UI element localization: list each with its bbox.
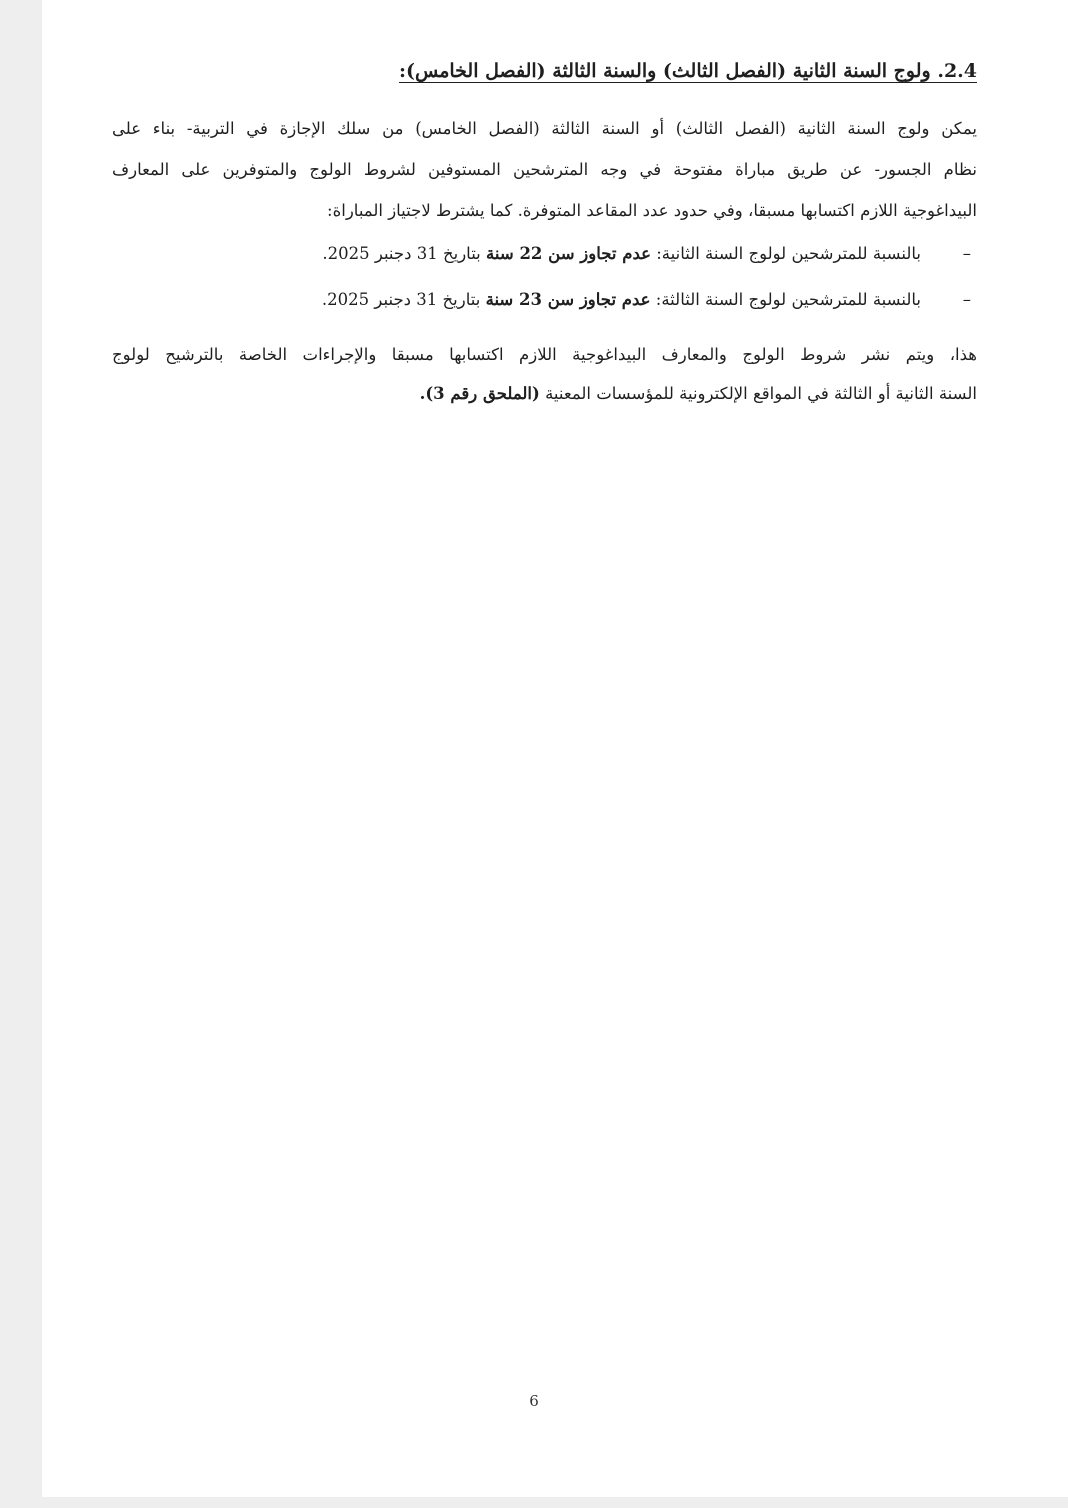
condition-prefix: بالنسبة للمترشحين لولوج السنة الثانية:	[650, 244, 921, 263]
document-content	[112, 52, 977, 413]
intro-line-1: يمكن ولوج السنة الثانية (الفصل الثالث) أو السنة الثالثة (الفصل الخامس) من سلك الإجازة في التربية- بناء على	[112, 119, 977, 138]
condition-age-limit: عدم تجاوز سن 22 سنة	[486, 244, 651, 263]
dash-bullet-icon: –	[962, 290, 971, 309]
condition-suffix: بتاريخ 31 دجنبر 2025.	[322, 244, 487, 263]
annex-reference: (الملحق رقم 3).	[419, 384, 540, 403]
intro-line-2: نظام الجسور- عن طريق مباراة مفتوحة في وجه المترشحين المستوفين لشروط الولوج والمتوفرين على المعارف	[112, 160, 977, 179]
condition-item-second-year	[112, 231, 977, 277]
condition-suffix: بتاريخ 31 دجنبر 2025.	[321, 290, 486, 309]
closing-line-1: هذا، ويتم نشر شروط الولوج والمعارف البيداغوجية اللازم اكتسابها مسبقا والإجراءات الخاصة بالترشيح لولوج	[112, 345, 977, 364]
condition-prefix: بالنسبة للمترشحين لولوج السنة الثالثة:	[650, 290, 921, 309]
closing-line-2-text: السنة الثانية أو الثالثة في المواقع الإلكترونية للمؤسسات المعنية	[539, 384, 977, 403]
conditions-list	[112, 231, 977, 323]
intro-paragraph	[112, 108, 977, 231]
section-heading: 2.4. ولوج السنة الثانية (الفصل الثالث) والسنة الثالثة (الفصل الخامس):	[398, 60, 977, 82]
closing-line-2	[112, 374, 977, 413]
page-number: 6	[529, 1392, 539, 1410]
intro-line-3: البيداغوجية اللازم اكتسابها مسبقا، وفي حدود عدد المقاعد المتوفرة. كما يشترط لاجتياز المباراة:	[327, 201, 977, 220]
closing-paragraph	[112, 335, 977, 413]
condition-age-limit: عدم تجاوز سن 23 سنة	[485, 290, 651, 309]
dash-bullet-icon: –	[962, 244, 971, 263]
condition-text	[322, 231, 921, 277]
condition-item-third-year	[112, 277, 977, 323]
condition-text	[322, 277, 921, 323]
